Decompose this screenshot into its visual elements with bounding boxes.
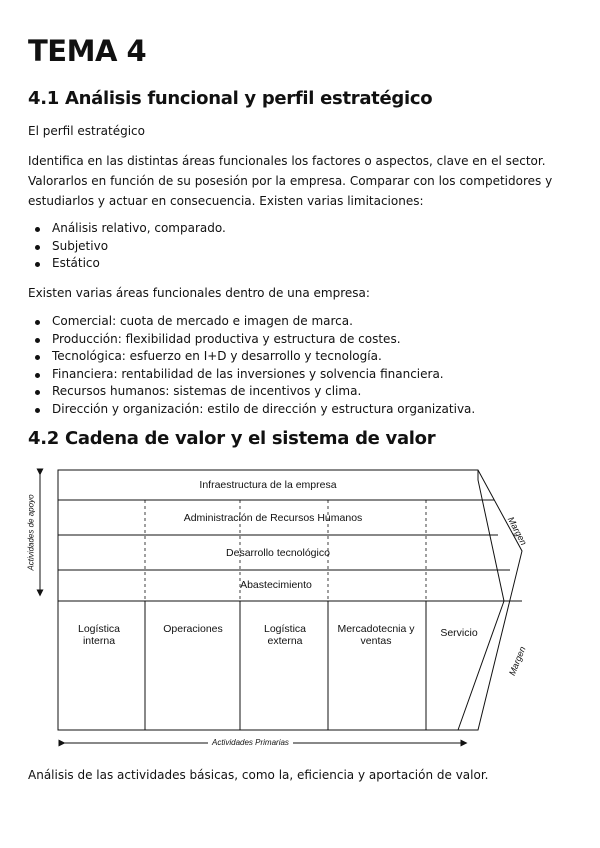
margin-label-bottom: Margen <box>506 644 528 678</box>
primary-col-mercadotecnia: Mercadotecnia y ventas <box>337 623 415 647</box>
list-item: Recursos humanos: sistemas de incentivos y clima. <box>28 383 475 401</box>
intro-paragraph: Identifica en las distintas áreas funcionales los factores o aspectos, clave en el sector. Valorarlos en función de su posesión por la empresa. Comparar con los competidores y estudiarlos y actuar en consecuencia. Existen varias limitaciones: <box>28 154 553 208</box>
value-chain-lines <box>28 460 588 760</box>
primary-axis-label: Actividades Primarias <box>208 738 293 747</box>
list-item: Subjetivo <box>28 238 226 256</box>
primary-col-servicio: Servicio <box>440 627 478 639</box>
list-item: Estático <box>28 255 226 273</box>
areas-list <box>28 313 475 418</box>
list-item: Dirección y organización: estilo de dirección y estructura organizativa. <box>28 401 475 419</box>
page-title: TEMA 4 <box>28 34 147 68</box>
support-axis-label: Actividades de apoyo <box>26 494 36 571</box>
conclusion-paragraph: Análisis de las actividades básicas, como la, eficiencia y aportación de valor. <box>28 768 489 782</box>
margin-label-top: Margen <box>505 515 529 547</box>
list-item: Comercial: cuota de mercado e imagen de marca. <box>28 313 475 331</box>
support-row-rrhh: Administración de Recursos Humanos <box>183 512 363 524</box>
list-item: Tecnológica: esfuerzo en I+D y desarrollo y tecnología. <box>28 348 475 366</box>
support-row-infraestructura: Infraestructura de la empresa <box>199 479 337 491</box>
support-row-abastecimiento: Abastecimiento <box>240 579 312 591</box>
primary-col-logistica-externa: Logística externa <box>263 623 307 647</box>
primary-col-logistica-interna: Logística interna <box>77 623 121 647</box>
subtitle-perfil: El perfil estratégico <box>28 124 145 138</box>
value-chain-diagram <box>28 460 588 760</box>
list-item: Financiera: rentabilidad de las inversiones y solvencia financiera. <box>28 366 475 384</box>
support-row-desarrollo: Desarrollo tecnológico <box>226 547 330 559</box>
list-item: Producción: flexibilidad productiva y estructura de costes. <box>28 331 475 349</box>
primary-col-operaciones: Operaciones <box>163 623 223 635</box>
areas-intro: Existen varias áreas funcionales dentro de una empresa: <box>28 286 370 300</box>
limitations-list <box>28 220 226 273</box>
list-item: Análisis relativo, comparado. <box>28 220 226 238</box>
section-heading-4-2: 4.2 Cadena de valor y el sistema de valor <box>28 428 436 449</box>
section-heading-4-1: 4.1 Análisis funcional y perfil estratégico <box>28 88 433 109</box>
